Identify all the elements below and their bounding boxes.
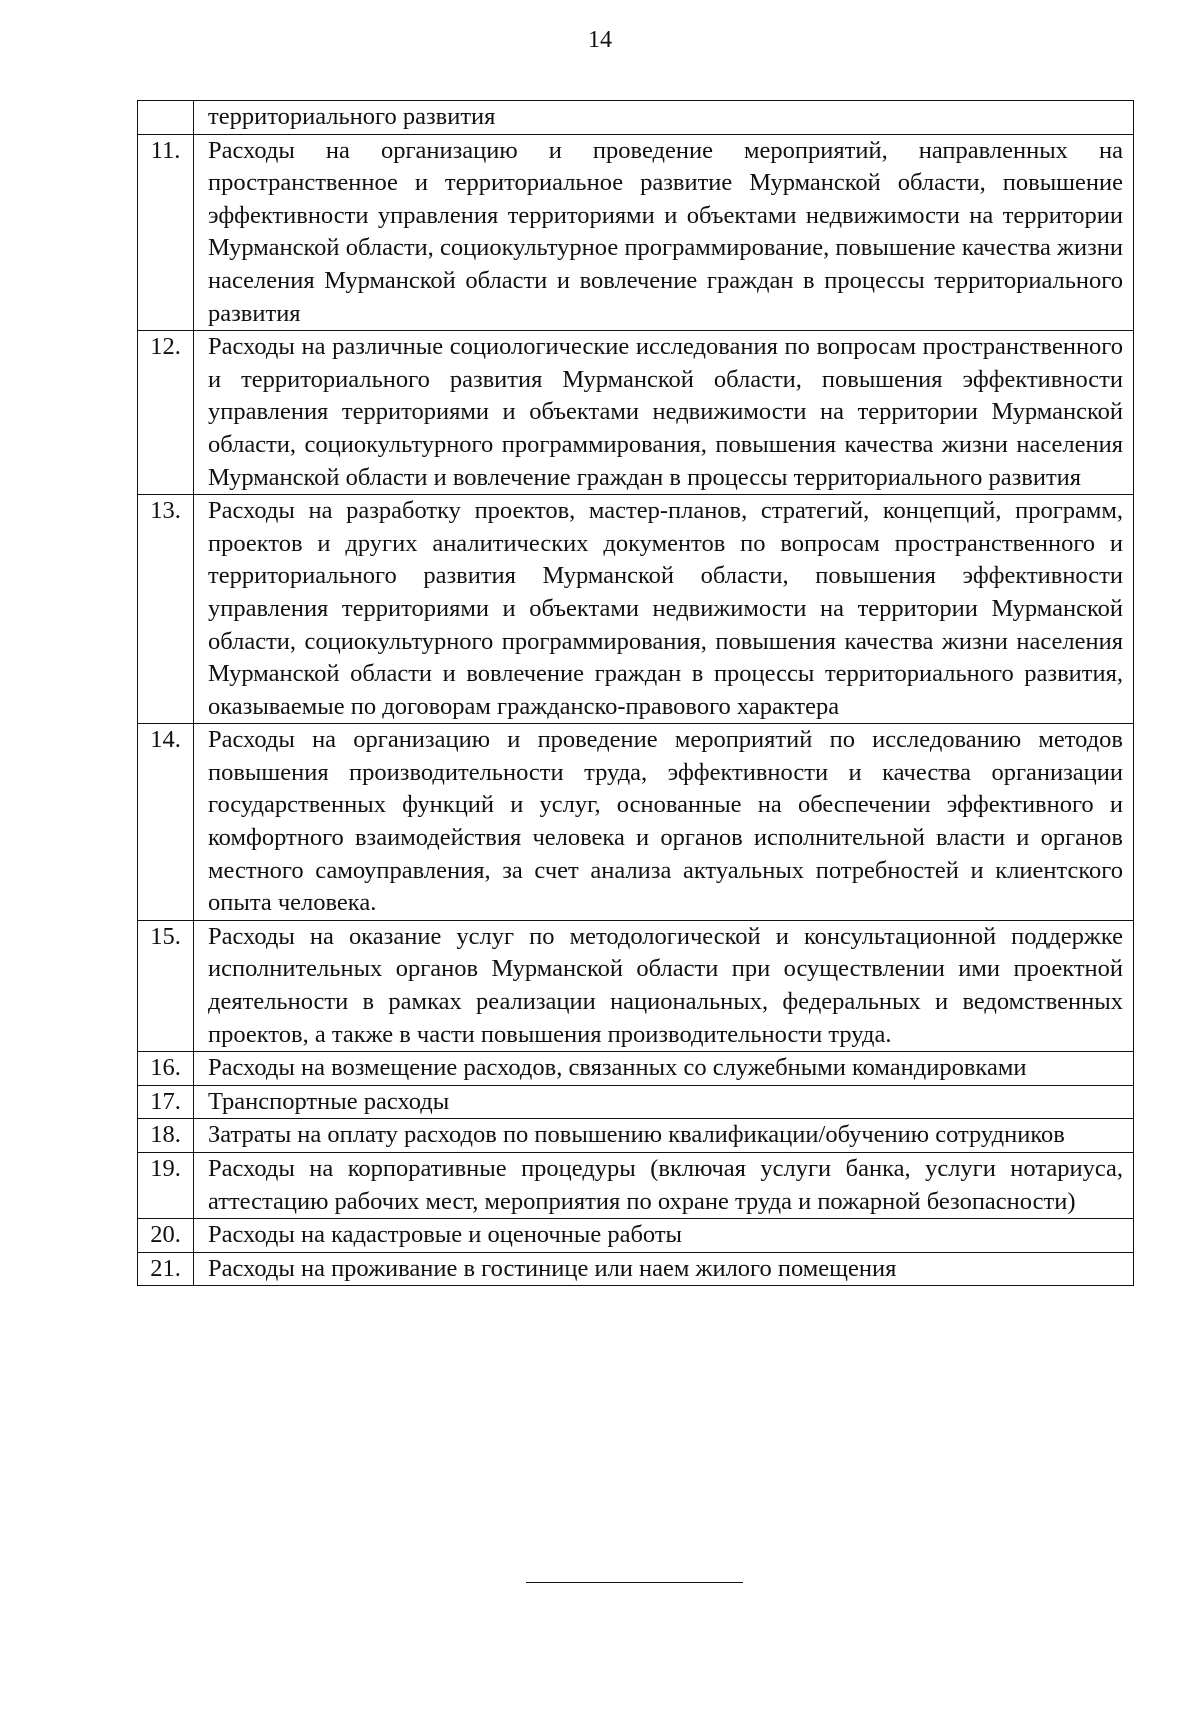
table-row	[138, 724, 1134, 921]
page-number: 14	[588, 27, 612, 53]
row-number: 18.	[138, 1119, 194, 1153]
row-number: 21.	[138, 1252, 194, 1286]
row-number: 11.	[138, 134, 194, 331]
table-row	[138, 1153, 1134, 1219]
row-text: Затраты на оплату расходов по повышению квалификации/обучению сотрудников	[194, 1119, 1134, 1153]
row-text: Расходы на кадастровые и оценочные работы	[194, 1219, 1134, 1253]
row-number: 13.	[138, 495, 194, 724]
table-row	[138, 331, 1134, 495]
expenses-table	[137, 100, 1134, 1286]
row-text: Расходы на оказание услуг по методологической и консультационной поддержке исполнительных органов Мурманской области при осуществлении ими проектной деятельности в рамках реализации национальных, федеральных и ведомственных проектов, а также в части повышения производительности труда.	[194, 920, 1134, 1051]
row-number: 14.	[138, 724, 194, 921]
table-row	[138, 1119, 1134, 1153]
table-row	[138, 920, 1134, 1051]
row-text: Расходы на разработку проектов, мастер-планов, стратегий, концепций, программ, проектов и других аналитических документов по вопросам пространственного и территориального развития Мурманской области, повышения эффективности управления территориями и объектами недвижимости на территории Мурманской области, социокультурного программирования, повышения качества жизни населения Мурманской области и вовлечение граждан в процессы территориального развития, оказываемые по договорам гражданско-правового характера	[194, 495, 1134, 724]
table-row	[138, 1252, 1134, 1286]
row-number: 19.	[138, 1153, 194, 1219]
table-row	[138, 1085, 1134, 1119]
row-number	[138, 101, 194, 135]
row-text: Расходы на корпоративные процедуры (включая услуги банка, услуги нотариуса, аттестацию рабочих мест, мероприятия по охране труда и пожарной безопасности)	[194, 1153, 1134, 1219]
row-number: 20.	[138, 1219, 194, 1253]
table-row	[138, 1219, 1134, 1253]
row-number: 17.	[138, 1085, 194, 1119]
row-text: Расходы на организацию и проведение мероприятий по исследованию методов повышения производительности труда, эффективности и качества организации государственных функций и услуг, основанные на обеспечении эффективного и комфортного взаимодействия человека и органов исполнительной власти и органов местного самоуправления, за счет анализа актуальных потребностей и клиентского опыта человека.	[194, 724, 1134, 921]
end-of-document-rule	[526, 1582, 743, 1583]
row-number: 15.	[138, 920, 194, 1051]
table-row	[138, 134, 1134, 331]
row-text: Расходы на организацию и проведение мероприятий, направленных на пространственное и территориальное развитие Мурманской области, повышение эффективности управления территориями и объектами недвижимости на территории Мурманской области, социокультурное программирование, повышение качества жизни населения Мурманской области и вовлечение граждан в процессы территориального развития	[194, 134, 1134, 331]
row-text: Расходы на различные социологические исследования по вопросам пространственного и территориального развития Мурманской области, повышения эффективности управления территориями и объектами недвижимости на территории Мурманской области, социокультурного программирования, повышения качества жизни населения Мурманской области и вовлечение граждан в процессы территориального развития	[194, 331, 1134, 495]
row-text: территориального развития	[194, 101, 1134, 135]
row-text: Расходы на возмещение расходов, связанных со служебными командировками	[194, 1052, 1134, 1086]
table-row	[138, 101, 1134, 135]
row-text: Расходы на проживание в гостинице или наем жилого помещения	[194, 1252, 1134, 1286]
row-number: 16.	[138, 1052, 194, 1086]
row-number: 12.	[138, 331, 194, 495]
table-row	[138, 1052, 1134, 1086]
table-row	[138, 495, 1134, 724]
row-text: Транспортные расходы	[194, 1085, 1134, 1119]
